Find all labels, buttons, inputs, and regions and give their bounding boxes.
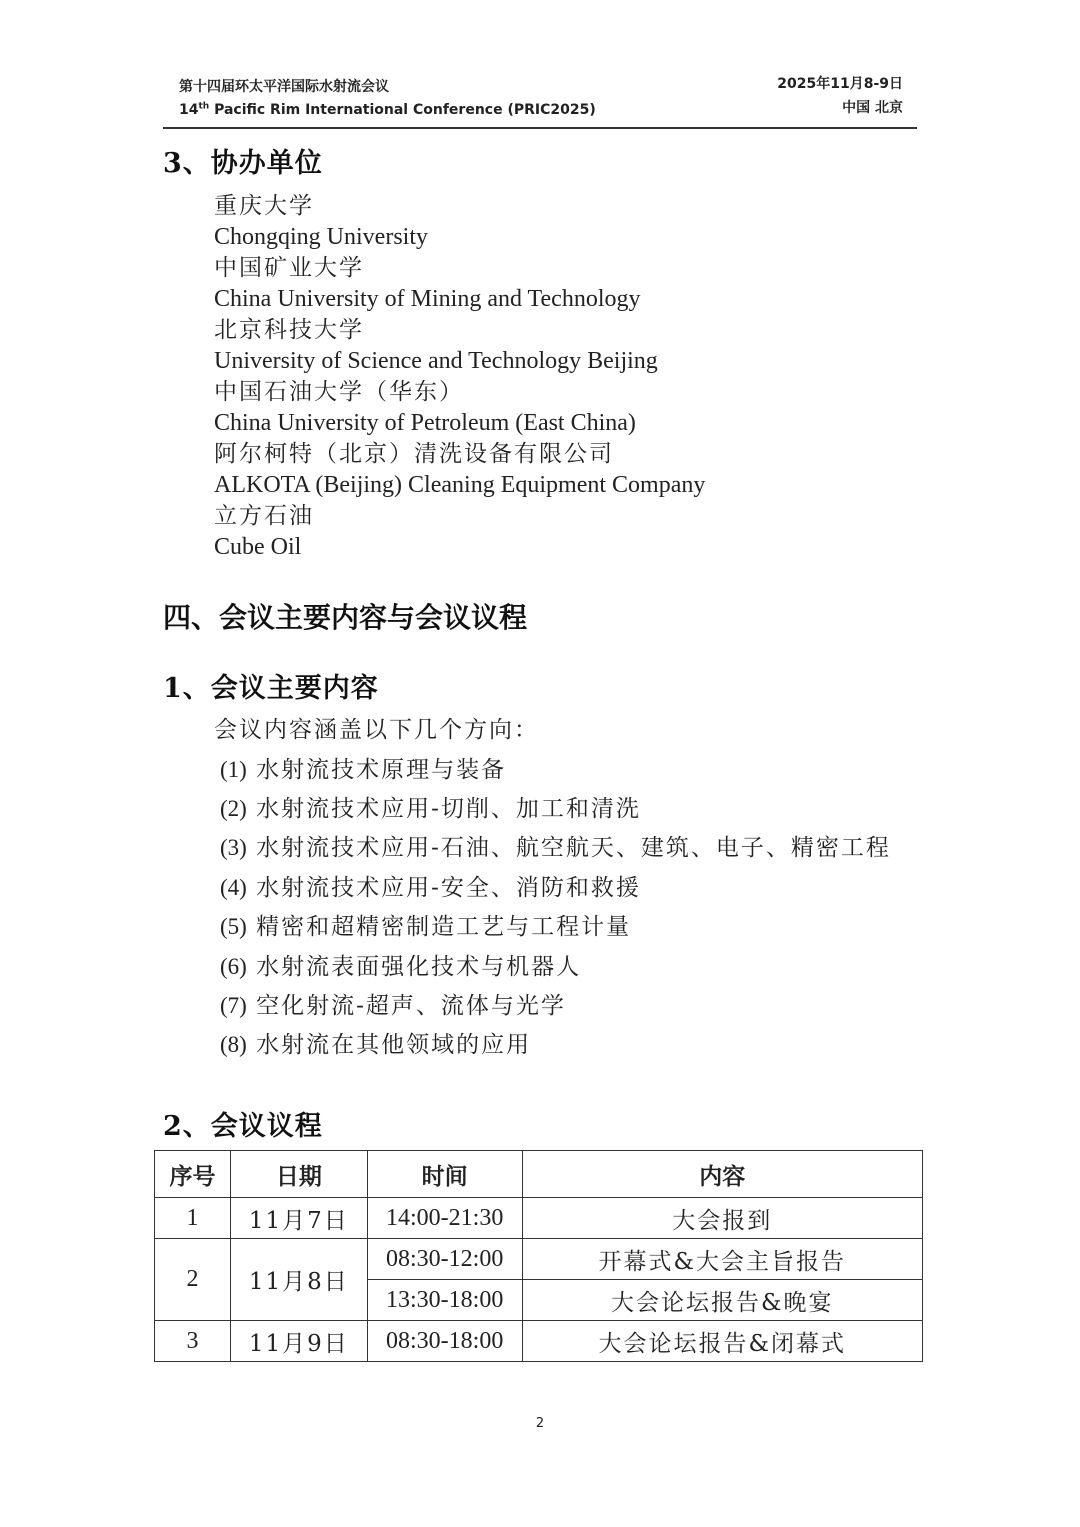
agenda-table — [154, 1150, 923, 1362]
conference-location: 中国 北京 — [842, 100, 903, 116]
cell-number: 1 — [155, 1198, 231, 1239]
topic-text: 空化射流-超声、流体与光学 — [256, 993, 566, 1019]
topic-item — [220, 755, 506, 785]
topic-item — [220, 833, 891, 863]
topic-item — [220, 794, 641, 824]
cell-content: 大会论坛报告&晚宴 — [522, 1280, 922, 1321]
section-four-heading: 四、会议主要内容与会议议程 — [163, 601, 528, 634]
cell-content: 大会报到 — [522, 1198, 922, 1239]
topic-text: 水射流在其他领域的应用 — [256, 1032, 532, 1058]
table-row — [155, 1239, 923, 1280]
conference-title-zh: 第十四届环太平洋国际水射流会议 — [179, 79, 389, 95]
cell-number: 2 — [155, 1239, 231, 1321]
topic-item — [220, 1030, 531, 1060]
table-row — [155, 1321, 923, 1362]
topic-number: (2) — [220, 796, 247, 821]
co-organizer-zh: 重庆大学 — [214, 193, 314, 219]
co-organizer-en: University of Science and Technology Beijing — [214, 348, 658, 374]
co-organizer-zh: 中国石油大学（华东） — [214, 379, 464, 405]
co-organizer-zh: 北京科技大学 — [214, 317, 364, 343]
column-header-content: 内容 — [522, 1151, 922, 1198]
title-en-rest: Pacific Rim International Conference (PRIC2025) — [209, 102, 596, 118]
cell-time: 14:00-21:30 — [367, 1198, 522, 1239]
cell-time: 08:30-18:00 — [367, 1321, 522, 1362]
cell-date: 11月9日 — [230, 1321, 367, 1362]
page-header — [163, 72, 917, 129]
topic-number: (3) — [220, 835, 247, 860]
column-header-date: 日期 — [230, 1151, 367, 1198]
agenda-heading: 2、会议议程 — [163, 1111, 323, 1142]
topic-item — [220, 991, 566, 1021]
co-organizer-en: China University of Mining and Technology — [214, 286, 641, 312]
cell-date: 11月8日 — [230, 1239, 367, 1321]
topic-text: 水射流技术应用-安全、消防和救援 — [256, 875, 641, 901]
cell-time: 08:30-12:00 — [367, 1239, 522, 1280]
topic-text: 水射流技术应用-切削、加工和清洗 — [256, 796, 641, 822]
topic-number: (1) — [220, 757, 247, 782]
topic-text: 水射流技术应用-石油、航空航天、建筑、电子、精密工程 — [256, 835, 891, 861]
column-header-number: 序号 — [155, 1151, 231, 1198]
topic-number: (6) — [220, 954, 247, 979]
cell-content: 开幕式&大会主旨报告 — [522, 1239, 922, 1280]
cell-number: 3 — [155, 1321, 231, 1362]
topic-number: (7) — [220, 993, 247, 1018]
topic-number: (8) — [220, 1032, 247, 1057]
main-content-intro: 会议内容涵盖以下几个方向： — [214, 717, 539, 743]
conference-date: 2025年11月8-9日 — [777, 76, 903, 92]
co-organizer-en: Chongqing University — [214, 224, 428, 250]
co-organizer-en: ALKOTA (Beijing) Cleaning Equipment Company — [214, 472, 706, 498]
cell-time: 13:30-18:00 — [367, 1280, 522, 1321]
conference-title-en — [179, 99, 596, 122]
column-header-time: 时间 — [367, 1151, 522, 1198]
conference-title — [179, 76, 596, 122]
topic-text: 水射流技术原理与装备 — [256, 757, 507, 783]
table-header-row — [155, 1151, 923, 1198]
cell-date: 11月7日 — [230, 1198, 367, 1239]
page-number: 2 — [535, 1416, 545, 1431]
topic-number: (4) — [220, 875, 247, 900]
co-organizer-en: China University of Petroleum (East China) — [214, 410, 636, 436]
cell-content: 大会论坛报告&闭幕式 — [522, 1321, 922, 1362]
table-row — [155, 1198, 923, 1239]
conference-date-location — [777, 72, 903, 120]
topic-text: 水射流表面强化技术与机器人 — [256, 954, 582, 980]
co-organizer-en: Cube Oil — [214, 534, 302, 560]
title-en-number: 14 — [179, 102, 199, 118]
topic-item — [220, 912, 631, 942]
co-organizers-heading: 3、协办单位 — [163, 148, 323, 179]
topic-item — [220, 952, 581, 982]
topic-text: 精密和超精密制造工艺与工程计量 — [256, 914, 632, 940]
co-organizer-zh: 立方石油 — [214, 503, 314, 529]
title-en-sup: th — [198, 101, 210, 112]
main-content-heading: 1、会议主要内容 — [163, 673, 379, 704]
topic-number: (5) — [220, 914, 247, 939]
topic-item — [220, 873, 641, 903]
co-organizer-zh: 阿尔柯特（北京）清洗设备有限公司 — [214, 441, 614, 467]
co-organizer-zh: 中国矿业大学 — [214, 255, 364, 281]
